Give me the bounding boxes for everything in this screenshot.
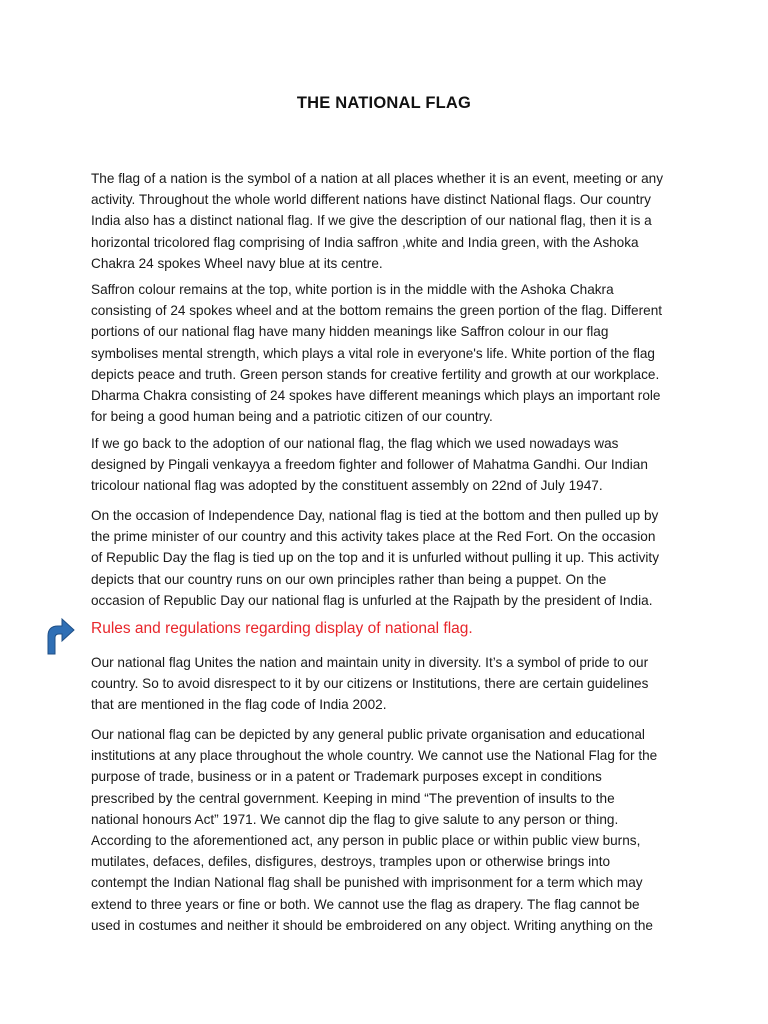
text-line: If we go back to the adoption of our national flag, the flag which we used nowadays was [91,436,619,451]
section-heading-row [44,617,704,657]
text-line: The flag of a nation is the symbol of a nation at all places whether it is an event, meeting or any [91,171,664,186]
section-heading: Rules and regulations regarding display of national flag. [91,620,473,637]
text-line: On the occasion of Independence Day, national flag is tied at the bottom and then pulled up by [91,508,659,523]
paragraph-3 [91,433,688,497]
text-line: for being a good human being and a patriotic citizen of our country. [91,409,493,425]
text-line: purpose of trade, business or in a patent or Trademark purposes except in conditions [91,769,602,785]
text-line: depicts peace and truth. Green person stands for creative fertility and growth at our workplace. [91,366,660,382]
text-line: mutilates, defaces, defiles, disfigures, destroys, tramples upon or otherwise brings into [91,854,611,870]
text-line: activity. Throughout the whole world different nations have distinct National flags. Our country [91,192,651,208]
text-line: occasion of Republic Day our national flag is unfurled at the Rajpath by the president of India. [91,592,653,608]
text-line: used in costumes and neither it should be embroidered on any object. Writing anything on the [91,917,653,933]
text-line: country. So to avoid disrespect to it by our citizens or Institutions, there are certain guidelines [91,676,649,692]
text-line: Dharma Chakra consisting of 24 spokes have different meanings which plays an important role [91,388,661,404]
text-line: prescribed by the central government. Keeping in mind “The prevention of insults to the [91,790,615,806]
curved-arrow-icon [44,617,76,655]
text-line: extend to three years or fine or both. We cannot use the flag as drapery. The flag cannot be [91,896,640,912]
text-line: national honours Act” 1971. We cannot dip the flag to give salute to any person or thing. [91,811,619,827]
text-line: contempt the Indian National flag shall be punished with imprisonment for a term which may [91,875,643,891]
text-line: tricolour national flag was adopted by the constituent assembly on 22nd of July 1947. [91,478,603,494]
text-line: Our national flag Unites the nation and maintain unity in diversity. It’s a symbol of pride to our [91,655,649,670]
document-title: THE NATIONAL FLAG [296,94,472,112]
text-line: of Republic Day the flag is tied up on the top and it is unfurled without pulling it up. This activity [91,550,659,566]
section-paragraph-2 [91,724,688,936]
text-line: portions of our national flag have many hidden meanings like Saffron colour in our flag [91,324,609,340]
text-line: consisting of 24 spokes wheel and at the bottom remains the green portion of the flag. Different [91,303,663,319]
paragraph-2 [91,279,688,427]
text-line: the prime minister of our country and this activity takes place at the Red Fort. On the occasion [91,529,656,545]
section-paragraph-1 [91,652,688,716]
text-line: Our national flag can be depicted by any general public private organisation and educational [91,727,645,742]
text-line: According to the aforementioned act, any person in public place or within public view burns, [91,833,641,849]
paragraph-4 [91,505,688,611]
text-line: that are mentioned in the flag code of India 2002. [91,697,387,713]
text-line: Saffron colour remains at the top, white portion is in the middle with the Ashoka Chakra [91,282,614,297]
paragraph-1 [91,168,688,274]
text-line: depicts that our country runs on our own principles rather than being a puppet. On the [91,571,607,587]
text-line: Chakra 24 spokes Wheel navy blue at its centre. [91,255,383,271]
text-line: symbolises mental strength, which plays a vital role in everyone's life. White portion of the flag [91,345,655,361]
text-line: designed by Pingali venkayya a freedom fighter and follower of Mahatma Gandhi. Our Indian [91,457,648,473]
text-line: India also has a distinct national flag. If we give the description of our national flag, then it is a [91,213,652,229]
text-line: horizontal tricolored flag comprising of India saffron ,white and India green, with the Ashoka [91,234,639,250]
text-line: institutions at any place throughout the whole country. We cannot use the National Flag for the [91,748,658,764]
